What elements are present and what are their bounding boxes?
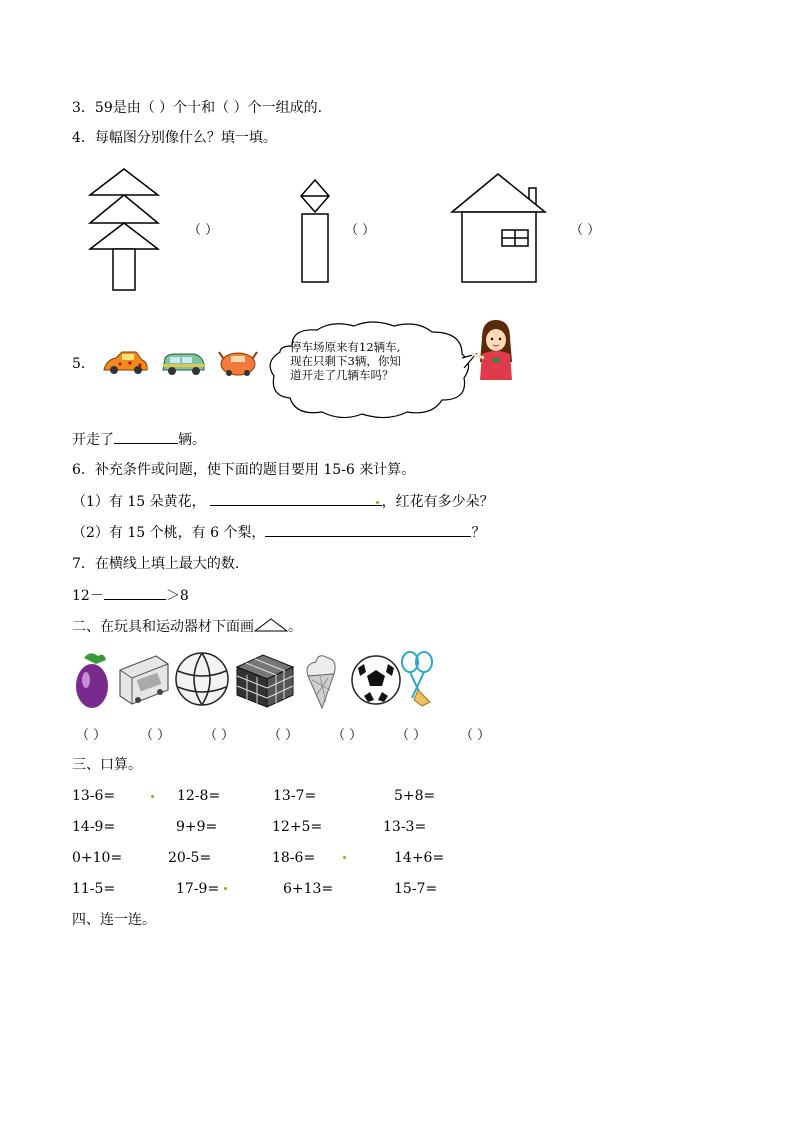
drove-away-prefix: 开走了 (72, 432, 114, 448)
question-6-2-prefix: （2）有 15 个桃，有 6 个梨， (72, 525, 266, 541)
calc-4-1: 11-5= (72, 881, 116, 897)
answer-paren-house[interactable]: （ ） (570, 223, 601, 238)
section-4-title: 四、连一连。 (72, 912, 156, 928)
house-figure (450, 170, 550, 286)
item-paren-1[interactable]: （ ） (76, 728, 107, 743)
calc-1-4: 5+8= (394, 788, 436, 804)
calc-2-2: 9+9= (176, 819, 218, 835)
stray-dot (376, 501, 379, 504)
answer-paren-candle[interactable]: （ ） (345, 223, 376, 238)
crab-car-icon (217, 348, 259, 378)
item-paren-7[interactable]: （ ） (460, 728, 491, 743)
question-7-blank[interactable] (104, 587, 166, 600)
calc-4-2: 17-9= (176, 881, 220, 897)
stray-dot (224, 887, 227, 890)
section-2-end: 。 (288, 619, 302, 635)
question-7-suffix: ＞8 (165, 588, 189, 604)
item-paren-5[interactable]: （ ） (332, 728, 363, 743)
drove-away-blank[interactable] (114, 431, 178, 444)
calc-4-3: 6+13= (283, 881, 334, 897)
question-6-1-suffix: ，红花有多少朵？ (381, 494, 494, 510)
stray-dot (343, 856, 346, 859)
soccer-ball-icon (350, 654, 402, 706)
question-7: 7．在横线上填上最大的数. (72, 556, 240, 572)
question-6-1-blank[interactable] (210, 493, 382, 506)
question-6-2-blank[interactable] (265, 524, 471, 537)
item-paren-4[interactable]: （ ） (268, 728, 299, 743)
calc-3-3: 18-6= (272, 850, 316, 866)
bubble-line-3: 道开走了几辆车吗？ (290, 368, 394, 382)
drove-away-suffix: 辆。 (178, 432, 206, 448)
triangle-icon (254, 618, 288, 632)
question-6: 6．补充条件或问题，使下面的题目要用 15-6 来计算。 (72, 462, 416, 478)
question-6-2 (72, 524, 485, 541)
question-4: 4．每幅图分别像什么？填一填。 (72, 130, 277, 146)
calc-1-1: 13-6= (72, 788, 116, 804)
car-icon (100, 348, 150, 378)
section-2-text: 二、在玩具和运动器材下面画 (72, 619, 254, 635)
toy-bus-icon (114, 650, 172, 708)
question-6-1 (72, 493, 494, 510)
question-7-prefix: 12－ (72, 588, 104, 604)
calc-3-4: 14+6= (394, 850, 445, 866)
drove-away-line (72, 431, 206, 448)
question-6-2-suffix: ？ (471, 525, 486, 541)
calc-3-2: 20-5= (168, 850, 212, 866)
bubble-line-2: 现在只剩下3辆，你知 (290, 354, 401, 368)
question-7-expression (72, 587, 189, 604)
section-3-title: 三、口算。 (72, 757, 142, 773)
item-paren-3[interactable]: （ ） (204, 728, 235, 743)
tree-figure (84, 165, 164, 295)
calc-4-4: 15-7= (394, 881, 438, 897)
section-2-title (72, 618, 302, 635)
ball-icon (174, 651, 230, 707)
question-6-1-prefix: （1）有 15 朵黄花， (72, 494, 206, 510)
eggplant-icon (70, 648, 112, 710)
calc-1-2: 12-8= (177, 788, 221, 804)
badminton-racket-icon (400, 650, 436, 708)
calc-3-1: 0+10= (72, 850, 123, 866)
ice-cream-icon (300, 650, 340, 710)
item-paren-2[interactable]: （ ） (140, 728, 171, 743)
candle-figure (296, 178, 336, 286)
van-icon (160, 350, 206, 378)
calc-1-3: 13-7= (273, 788, 317, 804)
calc-2-4: 13-3= (383, 819, 427, 835)
item-paren-6[interactable]: （ ） (396, 728, 427, 743)
rubik-cube-icon (233, 651, 297, 709)
question-5-label: 5． (72, 356, 95, 372)
calc-2-1: 14-9= (72, 819, 116, 835)
answer-paren-tree[interactable]: （ ） (188, 223, 219, 238)
girl-icon (470, 318, 520, 382)
bubble-line-1: 停车场原来有12辆车, (290, 340, 401, 354)
stray-dot (151, 795, 154, 798)
calc-2-3: 12+5= (272, 819, 323, 835)
question-3: 3．59是由（ ）个十和（ ）个一组成的. (72, 100, 323, 116)
